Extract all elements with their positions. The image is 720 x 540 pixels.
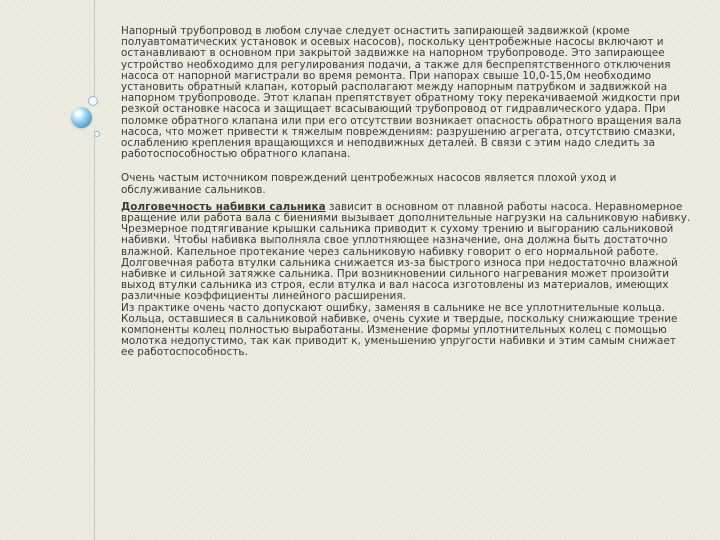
packing-durability-text: зависит в основном от плавной работы насоса. Неравномерное вращение или работа вала с биениями вызывает дополнительные нагрузки на сальниковую набивку. <box>121 200 691 225</box>
paragraph-gland-maintenance: Очень частым источником повреждений центробежных насосов является плохой уход и обслуживание сальников. <box>121 172 617 196</box>
ring-icon <box>88 96 98 106</box>
document-body <box>121 26 691 359</box>
paragraph-gland-overtightening: Чрезмерное подтягивание крышки сальника приводит к сухому трению и выгоранию сальниковой набивки. Чтобы набивка выполняла свое уплотняющее назначение, она должна быть достаточно влажной. Капельное протекание через сальниковую набивку говорит о его нормальной работе. Долговечная работа втулки сальника снижается из-за быстрого износа при недостаточно влажной набивке и сильной затяжке сальника. При возникновении сильного нагревания может произойти выход втулки сальника из строя, если втулка и вал насоса изготовлены из материалов, имеющих различные коэффициенты линейного расширения. <box>121 223 678 303</box>
packing-durability-heading: Долговечность набивки сальника <box>121 200 326 213</box>
paragraph-ring-replacement: Из практике очень часто допускают ошибку, заменяя в сальнике не все уплотнительные кольца. Кольца, оставшиеся в сальниковой набивке, очень сухие и твердые, поскольку снижающие трение компоненты колец полностью выработаны. Изменение формы уплотнительных колец с помощью молотка недопустимо, так как приводит к, уменьшению упругости набивки и этим самым снижает ее работоспособность. <box>121 301 678 359</box>
decor-line-top <box>94 0 95 96</box>
decor-line-bottom <box>94 130 95 540</box>
paragraph-packing-durability <box>121 202 691 224</box>
paragraph-pressure-pipeline: Напорный трубопровод в любом случае следует оснастить запирающей задвижкой (кроме полуавтоматических установок и осевых насосов), поскольку центробежные насосы включают и останавливают в основном при закрытой задвижке на напорном трубопроводе. Это запирающее устройство необходимо для регулирования подачи, а также для беспрепятственного отключения насоса от напорной магистрали во время ремонта. При напорах свыше 10,0-15,0м необходимо установить обратный клапан, который располагают между напорным патрубком и задвижкой на напорном трубопроводе. Этот клапан препятствует обратному току перекачиваемой жидкости при резкой остановке насоса и защищает всасывающий трубопровод от гидравлического удара. При поломке обратного клапана или при его отсутствии возникает опасность обратного вращения вала насоса, что может привести к тяжелым повреждениям: разрушению агрегата, отсутствию смазки, ослаблению крепления вращающихся и неподвижных деталей. В связи с этим надо следить за работоспособностью обратного клапана. <box>121 25 682 161</box>
ball-icon <box>71 107 92 128</box>
